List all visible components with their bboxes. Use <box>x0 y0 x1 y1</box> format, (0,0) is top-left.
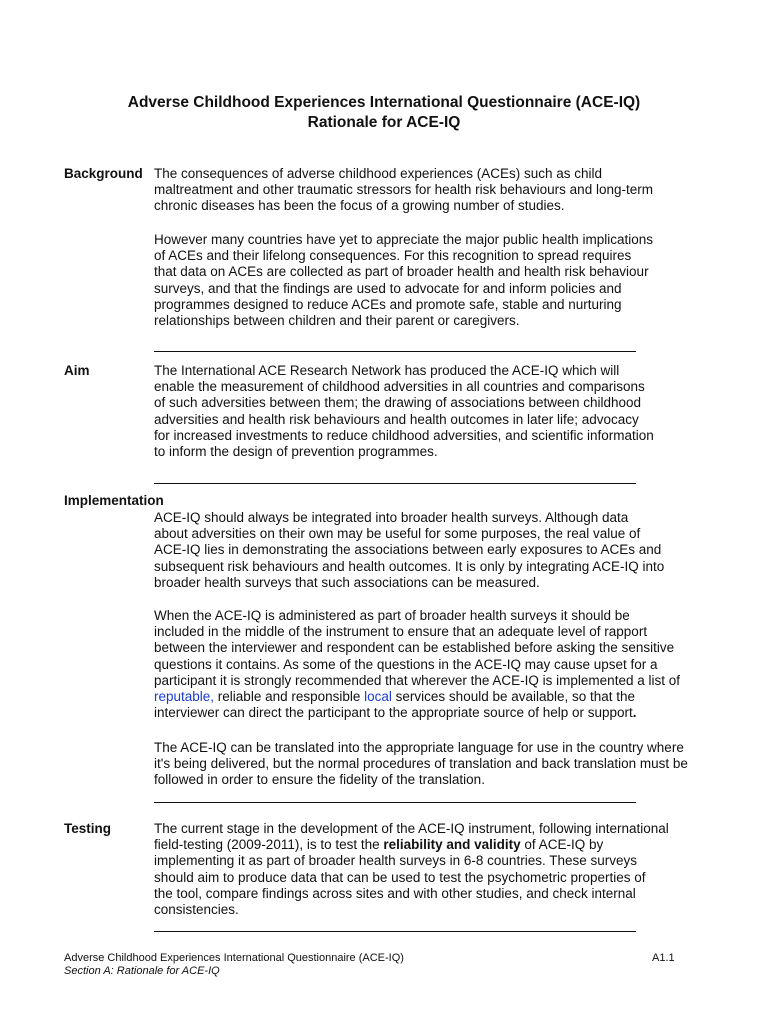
text-line: The consequences of adverse childhood experiences (ACEs) such as child <box>154 166 602 181</box>
text-line: broader health surveys that such associations can be measured. <box>154 574 540 590</box>
testing-paragraph <box>154 821 714 918</box>
text-line: for increased investments to reduce childhood adversities, and scientific information <box>154 427 654 443</box>
text-line: When the ACE-IQ is administered as part of broader health surveys it should be <box>154 608 630 623</box>
text-line: programmes designed to reduce ACEs and promote safe, stable and nurturing <box>154 296 622 312</box>
text-line: followed in order to ensure the fidelity of the translation. <box>154 772 485 788</box>
title-line-1: Adverse Childhood Experiences International Questionnaire (ACE-IQ) <box>127 94 641 111</box>
document-title <box>0 93 768 133</box>
text-line: adversities and health risk behaviours and health outcomes in later life; advocacy <box>154 411 639 427</box>
text-fragment: of ACE-IQ by <box>520 837 604 853</box>
reputable-link[interactable]: reputable, <box>154 689 215 705</box>
text-line: about adversities on their own may be useful for some purposes, the real value of <box>154 526 641 542</box>
text-line: chronic diseases has been the focus of a growing number of studies. <box>154 198 565 214</box>
text-line: ACE-IQ should always be integrated into broader health surveys. Although data <box>154 510 629 525</box>
local-link[interactable]: local <box>364 689 392 705</box>
text-line: participant it is strongly recommended that wherever the ACE-IQ is implemented a list of <box>154 672 680 688</box>
text-line: maltreatment and other traumatic stressors for health risk behaviours and long-term <box>154 182 653 198</box>
implementation-paragraph-2 <box>154 608 714 721</box>
background-paragraph-2 <box>154 232 714 329</box>
bold-period: . <box>632 705 637 721</box>
text-line: The ACE-IQ can be translated into the appropriate language for use in the country where <box>154 740 684 755</box>
text-fragment: field-testing (2009-2011), is to test the <box>154 837 384 853</box>
text-line: implementing it as part of broader health surveys in 6-8 countries. These surveys <box>154 853 637 869</box>
text-line: included in the middle of the instrument to ensure that an adequate level of rapport <box>154 624 648 640</box>
text-line: that data on ACEs are collected as part of broader health and health risk behaviour <box>154 264 649 280</box>
section-divider <box>154 802 636 803</box>
text-line <box>154 837 714 853</box>
text-line: However many countries have yet to appreciate the major public health implications <box>154 232 654 247</box>
text-line <box>154 705 714 721</box>
section-label-aim: Aim <box>64 363 90 378</box>
text-line: enable the measurement of childhood adversities in all countries and comparisons <box>154 379 645 395</box>
text-line: The International ACE Research Network has produced the ACE-IQ which will <box>154 363 620 378</box>
implementation-paragraph-3 <box>154 740 714 789</box>
text-line: to inform the design of prevention programmes. <box>154 444 438 460</box>
section-divider <box>154 351 636 352</box>
text-line: relationships between children and their parent or caregivers. <box>154 313 520 329</box>
text-line: ACE-IQ lies in demonstrating the associations between early exposures to ACEs and <box>154 542 662 558</box>
text-line: subsequent risk behaviours and health outcomes. It is only by integrating ACE-IQ into <box>154 558 665 574</box>
aim-paragraph <box>154 363 714 460</box>
title-line-2: Rationale for ACE-IQ <box>307 114 461 131</box>
footer-title: Adverse Childhood Experiences International Questionnaire (ACE-IQ) <box>64 952 404 964</box>
text-fragment: interviewer can direct the participant to the appropriate source of help or support <box>154 705 633 721</box>
page-number: A1.1 <box>652 952 675 964</box>
text-line: The current stage in the development of the ACE-IQ instrument, following international <box>154 821 669 836</box>
text-fragment: services should be available, so that the <box>391 689 636 705</box>
text-fragment: reliable and responsible <box>214 689 365 705</box>
bold-phrase: reliability and validity <box>383 837 521 853</box>
section-divider <box>154 931 636 932</box>
background-paragraph-1 <box>154 166 714 215</box>
section-label-implementation: Implementation <box>64 493 164 508</box>
implementation-paragraph-1 <box>154 510 714 591</box>
section-label-background: Background <box>64 166 143 181</box>
text-line: between the interviewer and respondent can be established before asking the sensitive <box>154 640 675 656</box>
text-line: of ACEs and their lifelong consequences. For this recognition to spread requires <box>154 248 632 264</box>
text-line: questions it contains. As some of the questions in the ACE-IQ may cause upset for a <box>154 656 658 672</box>
section-label-testing: Testing <box>64 821 111 836</box>
text-line: consistencies. <box>154 902 239 918</box>
text-line: of such adversities between them; the drawing of associations between childhood <box>154 395 642 411</box>
text-line: should aim to produce data that can be used to test the psychometric properties of <box>154 869 646 885</box>
text-line <box>154 689 714 705</box>
text-line: the tool, compare findings across sites and with other studies, and check internal <box>154 885 636 901</box>
section-divider <box>154 483 636 484</box>
footer-section: Section A: Rationale for ACE-IQ <box>64 965 220 977</box>
text-line: it's being delivered, but the normal procedures of translation and back translation must be <box>154 756 688 772</box>
text-line: surveys, and that the findings are used to advocate for and inform policies and <box>154 280 622 296</box>
